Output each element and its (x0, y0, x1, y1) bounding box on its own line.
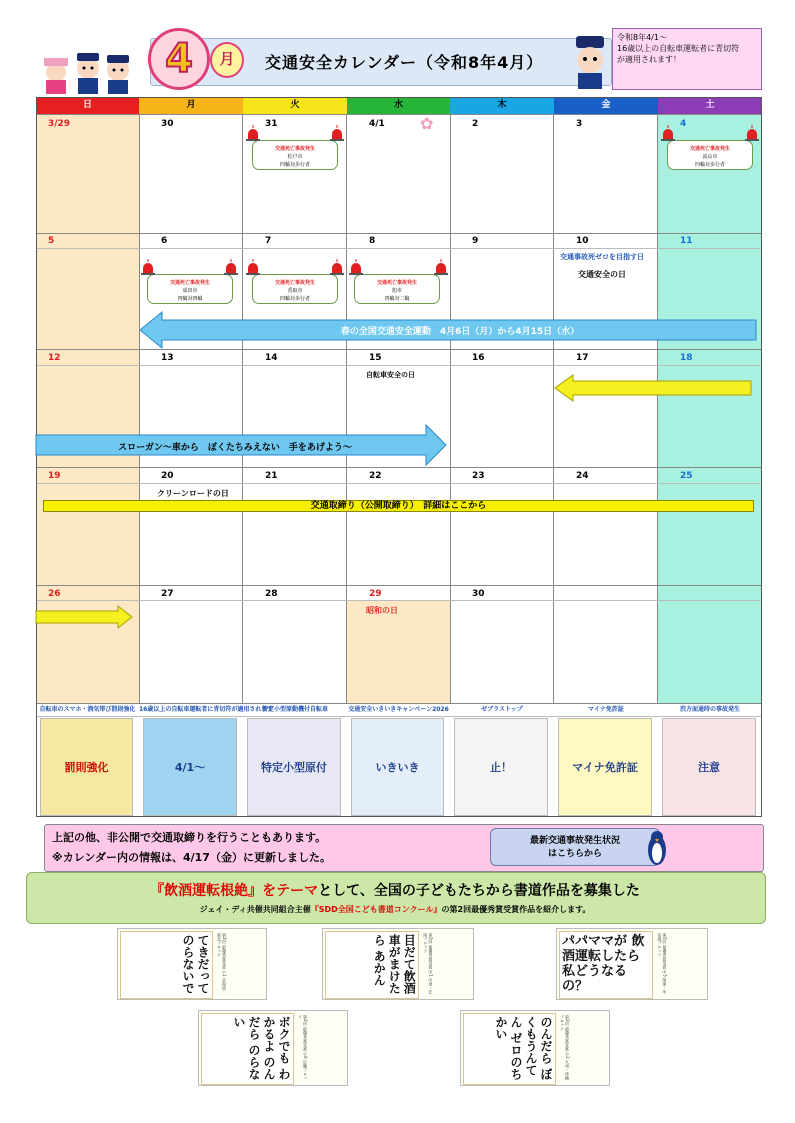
accident-card (147, 274, 233, 304)
day-number: 30 (472, 589, 485, 599)
day-number: 20 (161, 471, 174, 481)
enforcement-label[interactable]: 交通取締り（公開取締り） 詳細はここから (310, 501, 487, 511)
day-number: 24 (576, 471, 589, 481)
blue-ticket-notice (612, 28, 762, 90)
police-mascots-illustration (38, 44, 138, 96)
accident-type: 四輪対歩行者 (694, 162, 725, 168)
calligraphy-work (198, 1010, 348, 1086)
siren-icon (330, 128, 342, 139)
day-number: 12 (48, 353, 61, 363)
accident-place: 流山市 (702, 154, 718, 160)
notice-line-2: 16歳以上の自転車運転者に青切符 (617, 44, 740, 53)
day-number: 16 (472, 353, 485, 363)
info-line-2: ※カレンダー内の情報は、4/17（金）に更新しました。 (52, 851, 331, 864)
calligraphy-text: 目だて飲酒 車がまけたら あかん (325, 931, 419, 999)
contest-organizer: ジェイ・ディ共催共同組合主催 (199, 905, 311, 914)
day-number: 6 (161, 236, 168, 246)
day-number: 23 (472, 471, 485, 481)
poster-image-text: いきいき (375, 761, 420, 774)
poster-thumbnail[interactable] (247, 718, 341, 816)
accident-head: 交通死亡事故発生 (274, 280, 315, 286)
contest-subline (26, 904, 764, 915)
zero-fatality-day-note: 交通事故死ゼロを目指す日 (560, 253, 644, 261)
calligraphy-caption: 第2回 最優秀賞受賞 小2 九州・沖縄ブロック (560, 1015, 570, 1080)
poster-image-text: 4/1～ (174, 761, 206, 774)
weekday-header: 月 (139, 97, 243, 114)
accident-head: 交通死亡事故発生 (376, 280, 417, 286)
yellow-arrow-left (555, 375, 753, 401)
calligraphy-caption: 第2回 最優秀賞受賞 小6 近畿ブロック (298, 1015, 308, 1080)
latest-accident-link[interactable] (490, 828, 660, 866)
siren-icon (246, 128, 258, 139)
day-number: 8 (369, 236, 376, 246)
accident-place: 成田市 (182, 288, 198, 294)
weekday-header: 木 (450, 97, 554, 114)
calligraphy-text: パパママが 飲酒運転したら 私どうなるの？ (559, 931, 653, 999)
siren-icon (745, 128, 757, 139)
day-number: 29 (369, 589, 382, 599)
accident-head: 交通死亡事故発生 (274, 146, 315, 152)
poster-image-text: 罰則強化 (64, 761, 109, 774)
poster-thumbnail[interactable] (662, 718, 756, 816)
day-number: 21 (265, 471, 278, 481)
poster-image-text: 注意 (698, 761, 720, 774)
contest-subline-rest: の第2回最優秀賞受賞作品を紹介します。 (441, 905, 591, 914)
month-badge: 4 (148, 28, 210, 90)
day-number: 19 (48, 471, 61, 481)
weekday-header: 日 (36, 97, 139, 114)
day-number: 5 (48, 236, 55, 246)
poster-title[interactable]: マイナ免許証 (588, 706, 624, 713)
poster-thumbnail[interactable] (351, 718, 444, 816)
mascot-group-left (38, 44, 138, 96)
traffic-safety-day-note: 交通安全の日 (578, 270, 626, 279)
day-number: 10 (576, 236, 589, 246)
accident-type: 四輪対四輪 (177, 296, 203, 302)
day-number: 17 (576, 353, 589, 363)
siren-icon (434, 262, 446, 273)
calligraphy-text: てきだってのらないで (120, 931, 213, 999)
day-number: 26 (48, 589, 61, 599)
calligraphy-text: のんだら ぼくもうんてん ゼロのちかい (463, 1013, 556, 1085)
accident-place: 松戸市 (287, 154, 303, 160)
day-number: 22 (369, 471, 382, 481)
accident-head: 交通死亡事故発生 (169, 280, 210, 286)
accident-type: 四輪対歩行者 (279, 296, 310, 302)
spring-campaign-label[interactable]: 春の全国交通安全運動 4月6日（月）から4月15日（水） (340, 327, 580, 337)
calligraphy-work (460, 1010, 610, 1086)
day-number: 9 (472, 236, 479, 246)
police-mascot-right (570, 30, 610, 90)
day-number: 13 (161, 353, 174, 363)
accident-card (354, 274, 440, 304)
penguin-mascot-icon (646, 828, 668, 870)
month-suffix: 月 (210, 42, 244, 78)
poster-title[interactable]: 特定小型原動機付自転車 (261, 706, 328, 713)
day-number: 4/1 (369, 119, 385, 129)
accident-head: 交通死亡事故発生 (689, 146, 730, 152)
bicycle-safety-day-note: 自転車安全の日 (366, 371, 415, 379)
cherry-blossom-icon: ✿ (420, 114, 434, 133)
poster-title[interactable]: ゼブラストップ (481, 706, 523, 713)
day-number: 31 (265, 119, 278, 129)
poster-thumbnail[interactable] (558, 718, 652, 816)
contest-headline (26, 880, 764, 900)
notice-line-3: が適用されます！ (617, 55, 681, 64)
day-number: 25 (680, 471, 693, 481)
day-number: 7 (265, 236, 272, 246)
slogan-label: スローガン～車から ぼくたちみえない 手をあげよう～ (118, 443, 352, 453)
accident-place: 旭市 (391, 288, 402, 294)
day-number: 18 (680, 353, 693, 363)
poster-image-text: マイナ免許証 (572, 761, 638, 774)
weekday-header: 金 (554, 97, 658, 114)
accident-card (252, 140, 338, 170)
siren-icon (349, 262, 361, 273)
contest-theme: 『飲酒運転根絶』をテーマ (150, 883, 319, 899)
poster-thumbnail[interactable] (454, 718, 548, 816)
poster-image-text: 特定小型原付 (261, 761, 327, 774)
siren-icon (330, 262, 342, 273)
showa-day-note: 昭和の日 (366, 606, 398, 615)
accident-card (667, 140, 753, 170)
siren-icon (246, 262, 258, 273)
siren-icon (224, 262, 236, 273)
accident-place: 香取市 (287, 288, 303, 294)
weekday-header: 火 (243, 97, 347, 114)
accident-type: 四輪対歩行者 (279, 162, 310, 168)
weekday-header: 土 (658, 97, 762, 114)
day-number: 2 (472, 119, 479, 129)
clean-road-day-note: クリーンロードの日 (157, 489, 229, 498)
day-number: 3/29 (48, 119, 71, 129)
day-number: 3 (576, 119, 583, 129)
police-officer-icon (570, 30, 610, 90)
calligraphy-work (117, 928, 267, 1000)
day-number: 4 (680, 119, 687, 129)
siren-icon (141, 262, 153, 273)
calligraphy-caption: 第2回 最優秀賞受賞 中3 関東・甲信越ブロック (657, 933, 668, 994)
poster-thumbnail[interactable] (40, 718, 133, 816)
accident-link-line-1: 最新交通事故発生状況 (529, 836, 620, 846)
calligraphy-work (556, 928, 708, 1000)
poster-title[interactable]: 渋方面通時の事故発生 (679, 706, 740, 713)
calligraphy-caption: 第2回 最優秀賞受賞 小1 北海道・東北ブロック (217, 933, 227, 994)
poster-thumbnail[interactable] (143, 718, 237, 816)
day-number: 11 (680, 236, 693, 246)
day-number: 15 (369, 353, 382, 363)
calligraphy-text: ボクでも わかるよ のんだら のらない (201, 1013, 294, 1085)
info-line-1: 上記の他、非公開で交通取締りを行うこともあります。 (52, 831, 327, 844)
accident-type: 四輪対二輪 (384, 296, 410, 302)
accident-card (252, 274, 338, 304)
day-number: 27 (161, 589, 174, 599)
weekday-header: 水 (347, 97, 450, 114)
accident-link-line-2: はこちらから (547, 849, 602, 859)
day-number: 14 (265, 353, 278, 363)
yellow-arrow-right (36, 606, 134, 628)
contest-name: 『SDD全国こども書道コンクール』 (310, 905, 442, 914)
siren-icon (661, 128, 673, 139)
calligraphy-work (322, 928, 474, 1000)
day-number: 28 (265, 589, 278, 599)
poster-image-text: 止！ (490, 761, 512, 774)
notice-line-1: 令和8年4/1～ (617, 33, 667, 42)
day-number: 30 (161, 119, 174, 129)
contest-headline-rest: として、全国の子どもたちから書道作品を募集した (318, 883, 640, 899)
page-title: 交通安全カレンダー（令和8年4月） (265, 53, 544, 72)
poster-title[interactable]: 16歳以上の自転車運転者に青切符が適用されます (139, 706, 274, 713)
poster-title[interactable]: 交通安全いきいきキャンペーン2026 (348, 706, 449, 713)
poster-title[interactable]: 自転車のスマホ・酒気帯び罰則強化 (39, 706, 136, 713)
calligraphy-caption: 第2回 最優秀賞受賞 中1 中部・北陸ブロック (423, 933, 434, 994)
